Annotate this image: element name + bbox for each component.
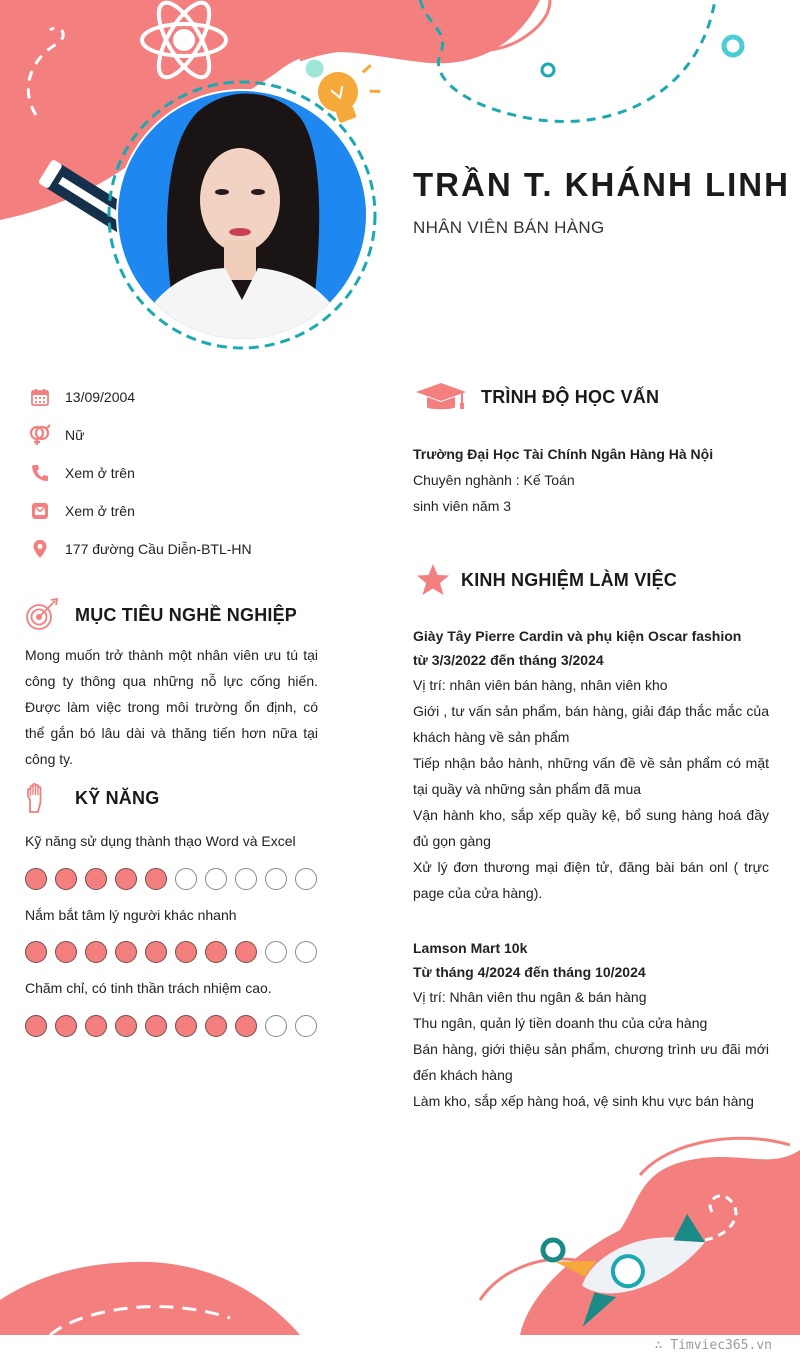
target-icon <box>22 597 62 633</box>
rating-dot-filled <box>85 1015 107 1037</box>
contact-address: 177 đường Cầu Diễn-BTL-HN <box>28 537 358 561</box>
objective-title: MỤC TIÊU NGHỀ NGHIỆP <box>75 604 298 625</box>
job-duty: Giới , tư vấn sản phẩm, bán hàng, giải đáp thắc mắc của khách hàng về sản phẩm <box>413 703 769 745</box>
job-period: từ 3/3/2022 đến tháng 3/2024 <box>413 652 604 668</box>
ring-decor-bottom <box>543 1240 563 1260</box>
contact-phone: Xem ở trên <box>28 461 358 485</box>
job-lamson-mart <box>413 936 769 1114</box>
job-position: Vị trí: nhân viên bán hàng, nhân viên kho <box>413 677 668 693</box>
skill-label-diligence: Chăm chỉ, có tinh thần trách nhiệm cao. <box>25 980 272 996</box>
rating-dot-filled <box>115 1015 137 1037</box>
skill-rating-word-excel <box>25 868 317 890</box>
watermark: ∴ Timviec365.vn <box>654 1338 772 1353</box>
rating-dot-filled <box>235 1015 257 1037</box>
skill-label-psychology: Nắm bắt tâm lý người khác nhanh <box>25 907 237 923</box>
rating-dot-filled <box>145 941 167 963</box>
hand-icon <box>22 780 52 816</box>
rating-dot-empty <box>295 868 317 890</box>
skill-rating-diligence <box>25 1015 317 1037</box>
rating-dot-filled <box>55 941 77 963</box>
star-icon <box>413 562 453 598</box>
location-pin-icon <box>28 537 52 561</box>
education-heading <box>413 379 659 415</box>
rating-dot-filled <box>145 868 167 890</box>
job-period: Từ tháng 4/2024 đến tháng 10/2024 <box>413 964 646 980</box>
rating-dot-filled <box>115 868 137 890</box>
experience-heading <box>413 562 677 598</box>
contact-gender: Nữ <box>28 423 358 447</box>
skills-title: KỸ NĂNG <box>75 787 160 808</box>
graduation-cap-icon <box>413 379 469 415</box>
education-school: Trường Đại Học Tài Chính Ngân Hàng Hà Nội <box>413 446 714 462</box>
job-pierre-cardin <box>413 624 769 906</box>
contact-email: Xem ở trên <box>28 499 358 523</box>
education-title: TRÌNH ĐỘ HỌC VẤN <box>481 386 660 407</box>
job-company: Lamson Mart 10k <box>413 940 528 956</box>
envelope-icon <box>28 499 52 523</box>
rating-dot-empty <box>205 868 227 890</box>
contact-birthdate: 13/09/2004 <box>28 385 358 409</box>
rating-dot-filled <box>25 941 47 963</box>
job-company: Giày Tây Pierre Cardin và phụ kiện Oscar fashion <box>413 628 742 644</box>
phone-icon <box>28 461 52 485</box>
rating-dot-filled <box>115 941 137 963</box>
job-duty: Thu ngân, quản lý tiền doanh thu của cửa hàng <box>413 1015 708 1031</box>
job-duty: Xử lý đơn thương mại điện tử, đăng bài bán onl ( trực page của cửa hàng). <box>413 859 769 901</box>
rating-dot-filled <box>85 868 107 890</box>
education-year: sinh viên năm 3 <box>413 498 512 514</box>
rating-dot-filled <box>235 941 257 963</box>
ring-decor <box>724 37 742 55</box>
job-duty: Bán hàng, giới thiệu sản phẩm, chương trình ưu đãi mới đến khách hàng <box>413 1041 769 1083</box>
rating-dot-filled <box>25 1015 47 1037</box>
rating-dot-empty <box>175 868 197 890</box>
experience-title: KINH NGHIỆM LÀM VIỆC <box>461 569 678 590</box>
rating-dot-empty <box>265 941 287 963</box>
rating-dot-empty <box>295 941 317 963</box>
job-duty: Làm kho, sắp xếp hàng hoá, vệ sinh khu vực bán hàng <box>413 1093 754 1109</box>
objective-text: Mong muốn trở thành một nhân viên ưu tú tại công ty thông qua những nỗ lực cống hiến. Được làm việc trong môi trường ổn định, có thể gắn bó lâu dài và thăng tiến hơn nữa tại công ty. <box>25 647 318 767</box>
rating-dot-filled <box>205 1015 227 1037</box>
rating-dot-filled <box>175 941 197 963</box>
bottom-left-blob <box>0 1262 300 1335</box>
rating-dot-filled <box>55 1015 77 1037</box>
job-duty: Vận hành kho, sắp xếp quầy kệ, bổ sung hàng hoá đầy đủ gọn gàng <box>413 807 769 849</box>
rating-dot-empty <box>265 868 287 890</box>
skill-rating-psychology <box>25 941 317 963</box>
job-duty: Tiếp nhận bảo hành, những vấn đề về sản phẩm có mặt tại quầy và những sản phẩm đã mua <box>413 755 769 797</box>
education-details <box>413 441 773 519</box>
calendar-icon <box>28 385 52 409</box>
rating-dot-filled <box>85 941 107 963</box>
rating-dot-empty <box>235 868 257 890</box>
candidate-name: TRẦN T. KHÁNH LINH <box>413 166 790 203</box>
rating-dot-filled <box>55 868 77 890</box>
objective-heading <box>22 597 297 633</box>
gender-icon <box>28 423 52 447</box>
rating-dot-empty <box>265 1015 287 1037</box>
job-position: Vị trí: Nhân viên thu ngân & bán hàng <box>413 989 647 1005</box>
skill-label-word-excel: Kỹ năng sử dụng thành thạo Word và Excel <box>25 833 296 849</box>
candidate-role: NHÂN VIÊN BÁN HÀNG <box>413 218 605 237</box>
rating-dot-filled <box>205 941 227 963</box>
education-major: Chuyên nghành : Kế Toán <box>413 472 575 488</box>
rating-dot-empty <box>295 1015 317 1037</box>
skills-heading <box>22 780 159 816</box>
rating-dot-filled <box>175 1015 197 1037</box>
rating-dot-filled <box>145 1015 167 1037</box>
rating-dot-filled <box>25 868 47 890</box>
